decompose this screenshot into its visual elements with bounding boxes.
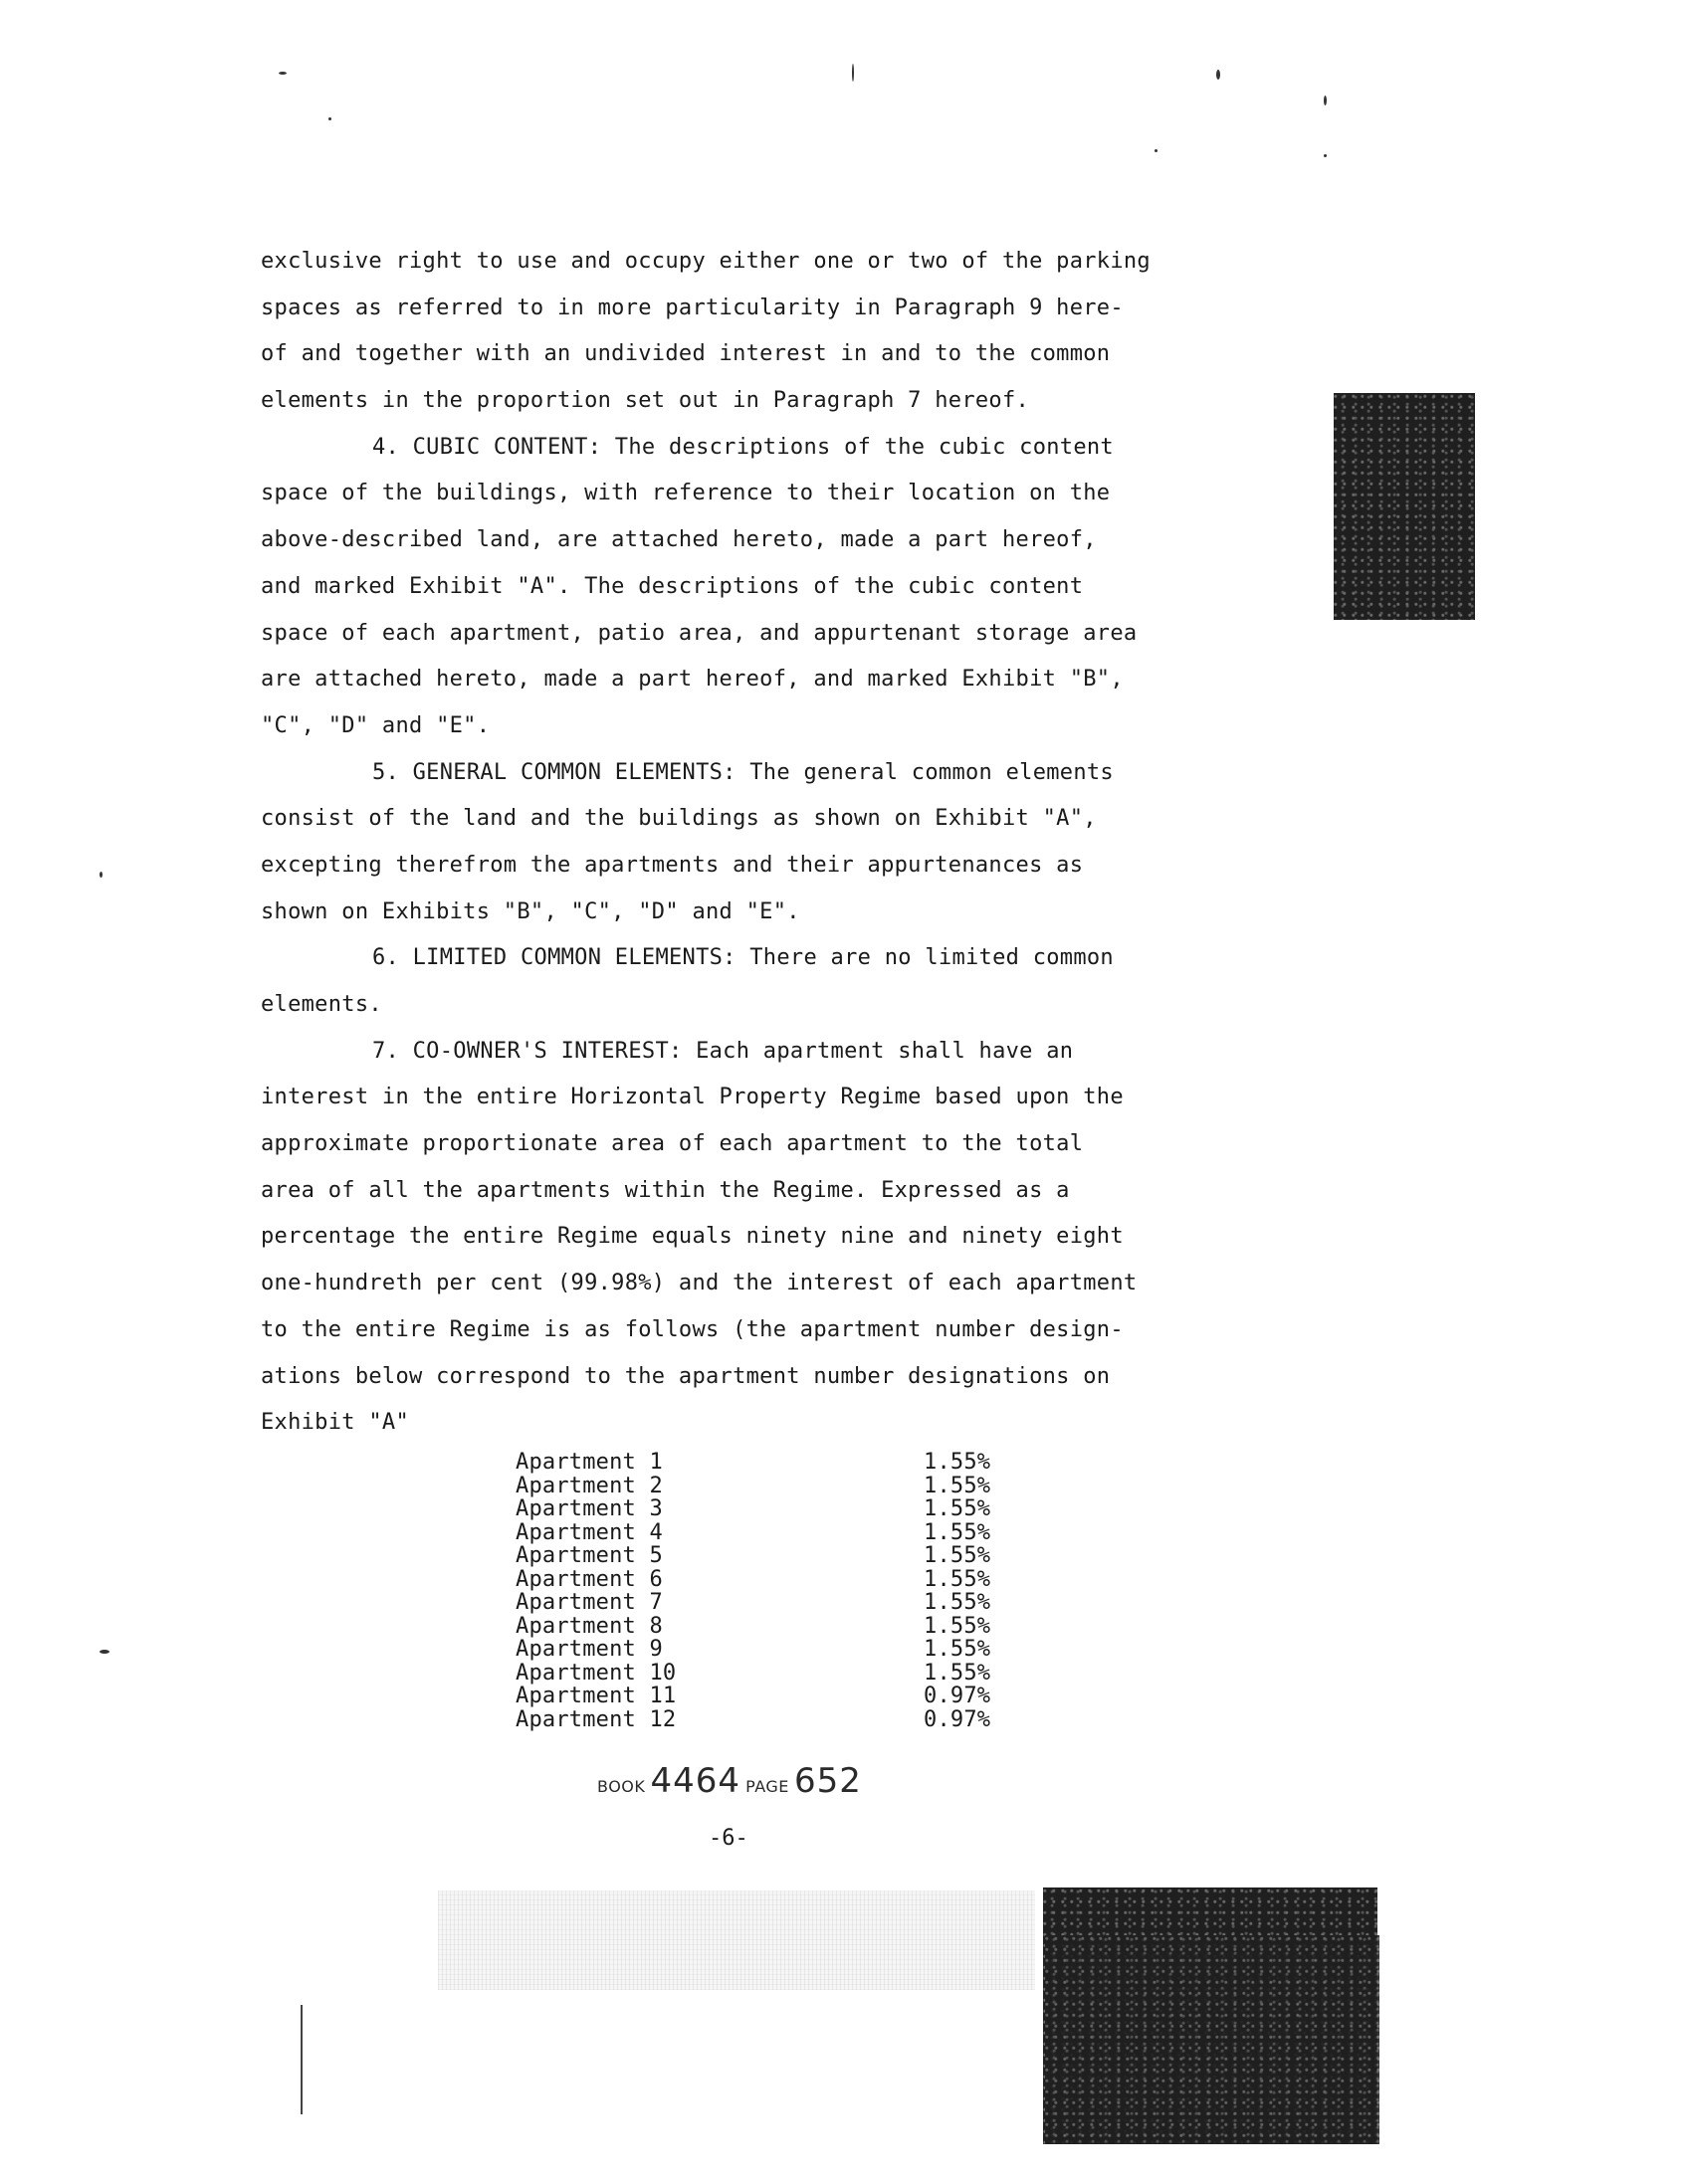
book-page-stamp xyxy=(597,1761,862,1801)
apartment-interest: 1.55% xyxy=(924,1450,991,1475)
apartment-interest: 1.55% xyxy=(924,1566,991,1592)
apartment-interest: 1.55% xyxy=(924,1473,991,1498)
text-line: excepting therefrom the apartments and their appurtenances as xyxy=(261,852,1084,878)
text-line: "C", "D" and "E". xyxy=(261,712,491,738)
apartment-interest: 0.97% xyxy=(924,1684,991,1708)
table-row xyxy=(516,1591,1013,1615)
text-line: shown on Exhibits "B", "C", "D" and "E". xyxy=(261,898,800,924)
scan-speck xyxy=(100,1650,109,1654)
book-label: BOOK xyxy=(597,1777,646,1796)
text-line: ations below correspond to the apartment number designations on xyxy=(261,1363,1111,1389)
table-row xyxy=(516,1685,1013,1708)
scan-speck xyxy=(1216,70,1220,80)
apartment-name: Apartment 6 xyxy=(516,1566,663,1592)
scan-speck xyxy=(100,872,103,878)
table-row xyxy=(516,1638,1013,1662)
apartment-interest: 1.55% xyxy=(924,1660,991,1686)
apartment-interest: 1.55% xyxy=(924,1637,991,1662)
scan-speck xyxy=(852,64,854,82)
scan-speck xyxy=(1155,149,1157,152)
text-line: consist of the land and the buildings as shown on Exhibit "A", xyxy=(261,806,1097,832)
text-line: and marked Exhibit "A". The descriptions of the cubic content xyxy=(261,573,1084,599)
apartment-interest: 1.55% xyxy=(924,1613,991,1639)
apartment-name: Apartment 12 xyxy=(516,1706,677,1732)
book-number: 4464 xyxy=(650,1761,740,1801)
text-line: elements. xyxy=(261,992,382,1017)
scan-artifact-right xyxy=(1334,393,1475,620)
apartment-interest: 1.55% xyxy=(924,1543,991,1568)
text-line: exclusive right to use and occupy either one or two of the parking xyxy=(261,249,1151,274)
apartment-name: Apartment 1 xyxy=(516,1450,663,1475)
scan-speck xyxy=(1324,154,1327,157)
body-text xyxy=(261,239,1216,1447)
apartment-name: Apartment 8 xyxy=(516,1613,663,1639)
table-row xyxy=(516,1662,1013,1686)
table-row xyxy=(516,1521,1013,1545)
scan-artifact-line-left xyxy=(301,2005,303,2114)
scan-speck xyxy=(328,117,331,120)
paragraph-7-heading: 7. CO-OWNER'S INTEREST: Each apartment shall have an xyxy=(372,1038,1074,1064)
text-line: are attached hereto, made a part hereof, and marked Exhibit "B", xyxy=(261,667,1124,693)
page-number: -6- xyxy=(709,1826,748,1851)
text-line: of and together with an undivided interest in and to the common xyxy=(261,341,1111,367)
text-line: to the entire Regime is as follows (the apartment number design- xyxy=(261,1316,1124,1342)
text-line: space of each apartment, patio area, and appurtenant storage area xyxy=(261,620,1138,646)
table-row xyxy=(516,1708,1013,1732)
apartment-interest: 0.97% xyxy=(924,1706,991,1732)
apartment-name: Apartment 11 xyxy=(516,1684,677,1708)
text-line: approximate proportionate area of each apartment to the total xyxy=(261,1131,1084,1157)
apartment-name: Apartment 9 xyxy=(516,1637,663,1662)
page-label: PAGE xyxy=(745,1777,789,1796)
text-line: elements in the proportion set out in Paragraph 7 hereof. xyxy=(261,388,1030,414)
apartment-name: Apartment 5 xyxy=(516,1543,663,1568)
text-line: percentage the entire Regime equals ninety nine and ninety eight xyxy=(261,1224,1124,1250)
text-line: Exhibit "A" xyxy=(261,1410,409,1436)
table-row xyxy=(516,1615,1013,1639)
scan-speck xyxy=(279,72,287,75)
apartment-name: Apartment 4 xyxy=(516,1519,663,1545)
apartment-interest-table xyxy=(516,1451,1013,1731)
table-row xyxy=(516,1451,1013,1475)
text-line: above-described land, are attached hereto, made a part hereof, xyxy=(261,527,1097,553)
table-row xyxy=(516,1544,1013,1568)
paragraph-5-heading: 5. GENERAL COMMON ELEMENTS: The general common elements xyxy=(372,759,1114,785)
apartment-name: Apartment 10 xyxy=(516,1660,677,1686)
table-row xyxy=(516,1568,1013,1592)
text-line: interest in the entire Horizontal Property Regime based upon the xyxy=(261,1085,1124,1110)
apartment-name: Apartment 3 xyxy=(516,1496,663,1521)
paragraph-6-heading: 6. LIMITED COMMON ELEMENTS: There are no limited common xyxy=(372,945,1114,971)
table-row xyxy=(516,1497,1013,1521)
apartment-name: Apartment 2 xyxy=(516,1473,663,1498)
text-line: area of all the apartments within the Regime. Expressed as a xyxy=(261,1177,1070,1203)
scan-speck xyxy=(1324,96,1327,105)
scan-artifact-bottom-right-2 xyxy=(1045,1935,1379,2144)
table-row xyxy=(516,1475,1013,1498)
apartment-interest: 1.55% xyxy=(924,1519,991,1545)
apartment-name: Apartment 7 xyxy=(516,1590,663,1615)
text-line: one-hundreth per cent (99.98%) and the interest of each apartment xyxy=(261,1271,1138,1296)
apartment-interest: 1.55% xyxy=(924,1590,991,1615)
text-line: space of the buildings, with reference to their location on the xyxy=(261,481,1111,506)
scan-artifact-bottom-center xyxy=(438,1890,1035,1990)
text-line: spaces as referred to in more particularity in Paragraph 9 here- xyxy=(261,295,1124,320)
page-reference: 652 xyxy=(793,1761,862,1801)
paragraph-4-heading: 4. CUBIC CONTENT: The descriptions of the cubic content xyxy=(372,434,1114,460)
apartment-interest: 1.55% xyxy=(924,1496,991,1521)
